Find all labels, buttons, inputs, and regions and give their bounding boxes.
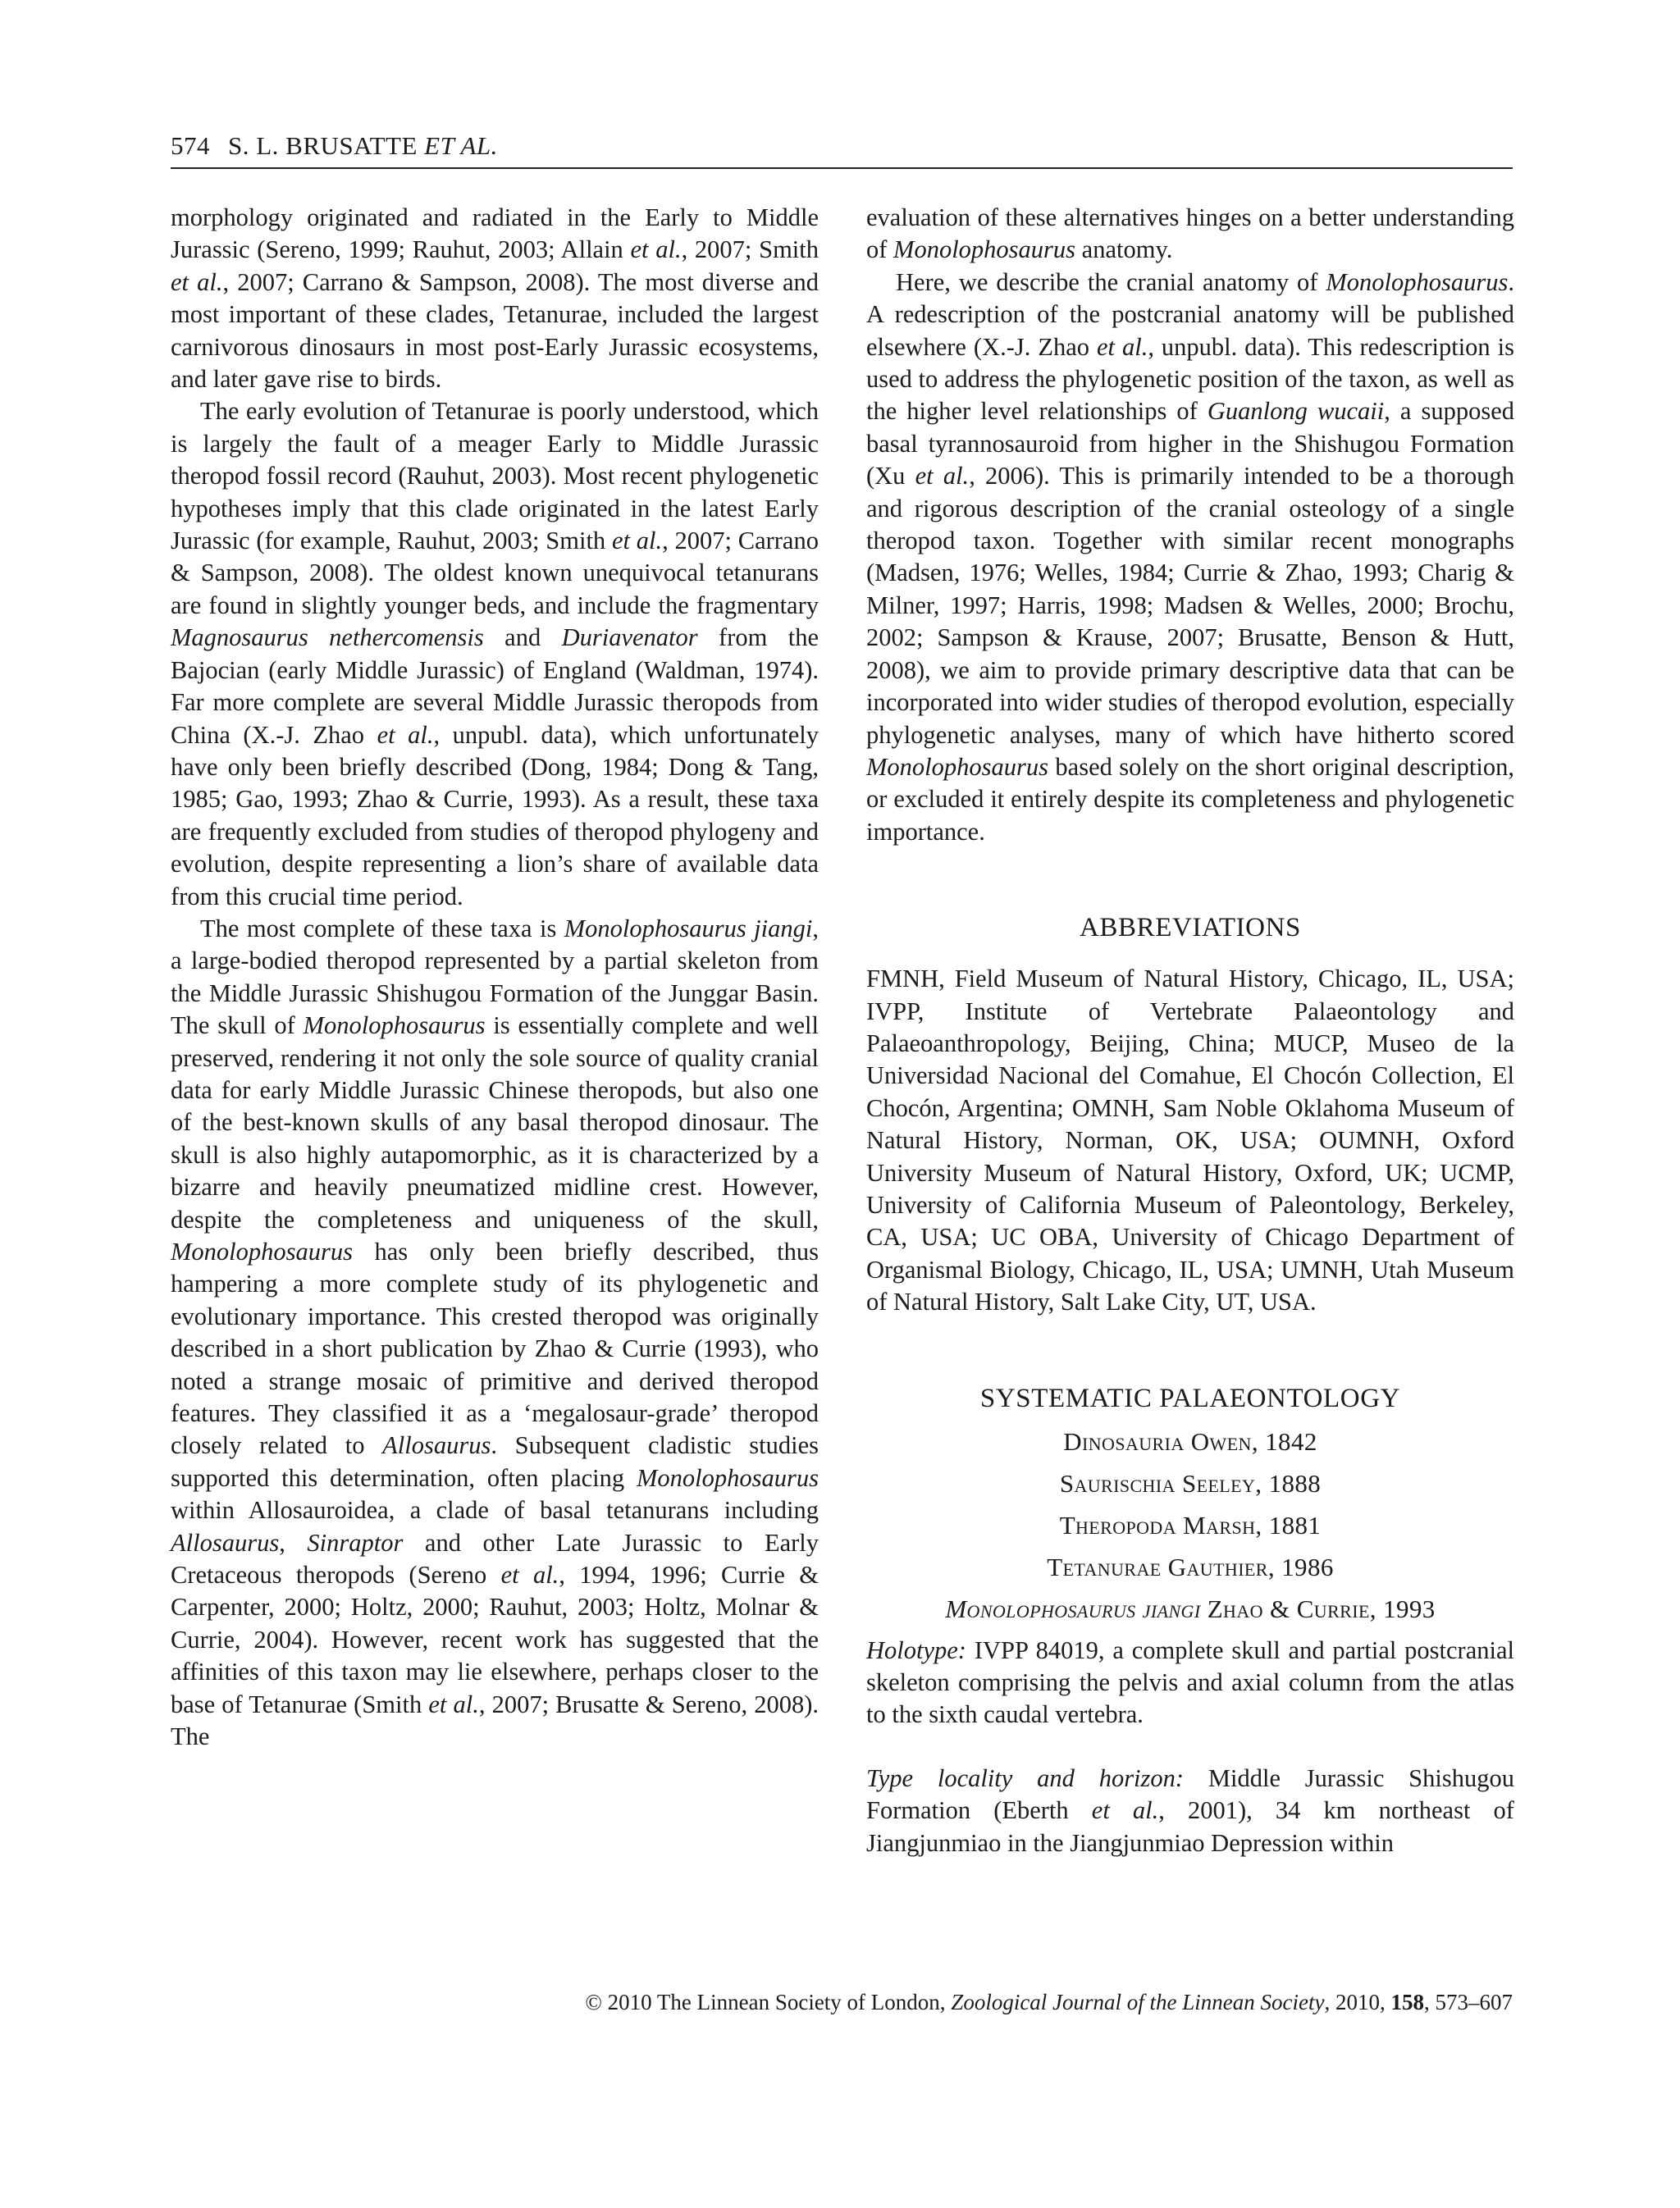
copyright-footer: © 2010 The Linnean Society of London, Zoological Journal of the Linnean Society, 2010, 158, 573–607 xyxy=(585,1990,1513,2014)
left-paragraph-2: The early evolution of Tetanurae is poorly understood, which is largely the fault of a meager Early to Middle Jurassic theropod fossil record (Rauhut, 2003). Most recent phylogenetic hypotheses imply that this clade originated in the latest Early Jurassic (for example, Rauhut, 2003; Smith et al., 2007; Carrano & Sampson, 2008). The oldest known unequivocal tetanurans are found in slightly younger beds, and include the fragmentary Magnosaurus nethercomensis and Duriavenator from the Bajocian (early Middle Jurassic) of England (Waldman, 1974). Far more complete are several Middle Jurassic theropods from China (X.-J. Zhao et al., unpubl. data), which unfortunately have only been briefly described (Dong, 1984; Dong & Tang, 1985; Gao, 1993; Zhao & Currie, 1993). As a result, these taxa are frequently excluded from studies of theropod phylogeny and evolution, despite representing a lion’s share of available data from this crucial time period. xyxy=(171,397,819,910)
left-paragraph-1: morphology originated and radiated in the Early to Middle Jurassic (Sereno, 1999; Rauhut, 2003; Allain et al., 2007; Smith et al., 2007; Carrano & Sampson, 2008). The most diverse and most important of these clades, Tetanurae, included the largest carnivorous dinosaurs in most post-Early Jurassic ecosystems, and later gave rise to birds. xyxy=(171,203,819,394)
abbreviations-heading: ABBREVIATIONS xyxy=(1080,913,1301,943)
header-authors: S. L. BRUSATTE xyxy=(228,131,418,160)
running-header xyxy=(171,130,1513,169)
abbreviations-text: FMNH, Field Museum of Natural History, Chicago, IL, USA; IVPP, Institute of Vertebrate Palaeontology and Palaeoanthropology, Beijing, China; MUCP, Museo de la Universidad Nacional del Comahue, El Chocón Collection, El Chocón, Argentina; OMNH, Sam Noble Oklahoma Museum of Natural History, Norman, OK, USA; OUMNH, Oxford University Museum of Natural History, Oxford, UK; UCMP, University of California Museum of Paleontology, Berkeley, CA, USA; UC OBA, University of Chicago Department of Organismal Biology, Chicago, IL, USA; UMNH, Utah Museum of Natural History, Salt Lake City, UT, USA. xyxy=(866,965,1514,1316)
volume-number: 158 xyxy=(1390,1990,1424,2014)
journal-name: Zoological Journal of the Linnean Society xyxy=(951,1990,1325,2014)
species-authority: Zhao & Currie, 1993 xyxy=(1200,1594,1436,1623)
holotype-paragraph: Holotype: IVPP 84019, a complete skull and partial postcranial skeleton comprising the pelvis and axial column from the atlas to the sixth caudal vertebra. xyxy=(866,1635,1514,1729)
right-paragraph-2: Here, we describe the cranial anatomy of Monolophosaurus. A redescription of the postcranial anatomy will be published elsewhere (X.-J. Zhao et al., unpubl. data). This redescription is used to address the phylogenetic position of the taxon, as well as the higher level relationships of Guanlong wucaii, a supposed basal tyrannosauroid from higher in the Shishugou Formation (Xu et al., 2006). This is primarily intended to be a thorough and rigorous description of the cranial osteology of a single theropod taxon. Together with similar recent monographs (Madsen, 1976; Welles, 1984; Currie & Zhao, 1993; Charig & Milner, 1997; Harris, 1998; Madsen & Welles, 2000; Brochu, 2002; Sampson & Krause, 2007; Brusatte, Benson & Hutt, 2008), we aim to provide primary descriptive data that can be incorporated into wider studies of theropod evolution, especially phylogenetic analyses, many of which have hitherto scored Monolophosaurus based solely on the short original description, or excluded it entirely despite its completeness and phylogenetic importance. xyxy=(866,267,1514,846)
taxon-dinosauria: Dinosauria Owen, 1842 xyxy=(1063,1426,1317,1456)
systematic-heading: SYSTEMATIC PALAEONTOLOGY xyxy=(979,1383,1401,1413)
species-name: Monolophosaurus jiangi xyxy=(945,1594,1201,1623)
locality-label: Type locality and horizon: xyxy=(866,1763,1185,1792)
spacer xyxy=(866,1319,1514,1381)
taxon-saurischia: Saurischia Seeley, 1888 xyxy=(1059,1468,1322,1498)
taxon-species xyxy=(866,1593,1514,1626)
right-column xyxy=(866,202,1514,1859)
taxon-theropoda: Theropoda Marsh, 1881 xyxy=(1059,1510,1322,1540)
spacer xyxy=(866,848,1514,910)
page-number: 574 xyxy=(171,131,210,160)
header-etal: ET AL. xyxy=(424,131,498,160)
left-paragraph-3: The most complete of these taxa is Monolophosaurus jiangi, a large-bodied theropod represented by a partial skeleton from the Middle Jurassic Shishugou Formation of the Junggar Basin. The skull of Monolophosaurus is essentially complete and well preserved, rendering it not only the sole source of quality cranial data for early Middle Jurassic Chinese theropods, but also one of the best-known skulls of any basal theropod dinosaur. The skull is also highly autapomorphic, as it is characterized by a bizarre and heavily pneumatized midline crest. However, despite the completeness and uniqueness of the skull, Monolophosaurus has only been briefly described, thus hampering a more complete study of its phylogenetic and evolutionary importance. This crested theropod was originally described in a short publication by Zhao & Currie (1993), who noted a strange mosaic of primitive and derived theropod features. They classified it as a ‘megalosaur-grade’ theropod closely related to Allosaurus. Subsequent cladistic studies supported this determination, often placing Monolophosaurus within Allosauroidea, a clade of basal tetanurans including Allosaurus, Sinraptor and other Late Jurassic to Early Cretaceous theropods (Sereno et al., 1994, 1996; Currie & Carpenter, 2000; Holtz, 2000; Rauhut, 2003; Holtz, Molnar & Currie, 2004). However, recent work has suggested that the affinities of this taxon may lie elsewhere, perhaps closer to the base of Tetanurae (Smith et al., 2007; Brusatte & Sereno, 2008). The xyxy=(171,914,819,1751)
right-paragraph-1: evaluation of these alternatives hinges on a better understanding of Monolophosaurus anatomy. xyxy=(866,203,1514,264)
spacer xyxy=(866,1731,1514,1763)
locality-paragraph: Type locality and horizon: Middle Jurassic Shishugou Formation (Eberth et al., 2001), 34 km northeast of Jiangjunmiao in the Jiangjunmiao Depression within xyxy=(866,1763,1514,1857)
taxon-tetanurae: Tetanurae Gauthier, 1986 xyxy=(1047,1552,1334,1581)
holotype-label: Holotype: xyxy=(866,1635,966,1664)
left-column xyxy=(171,202,819,1754)
